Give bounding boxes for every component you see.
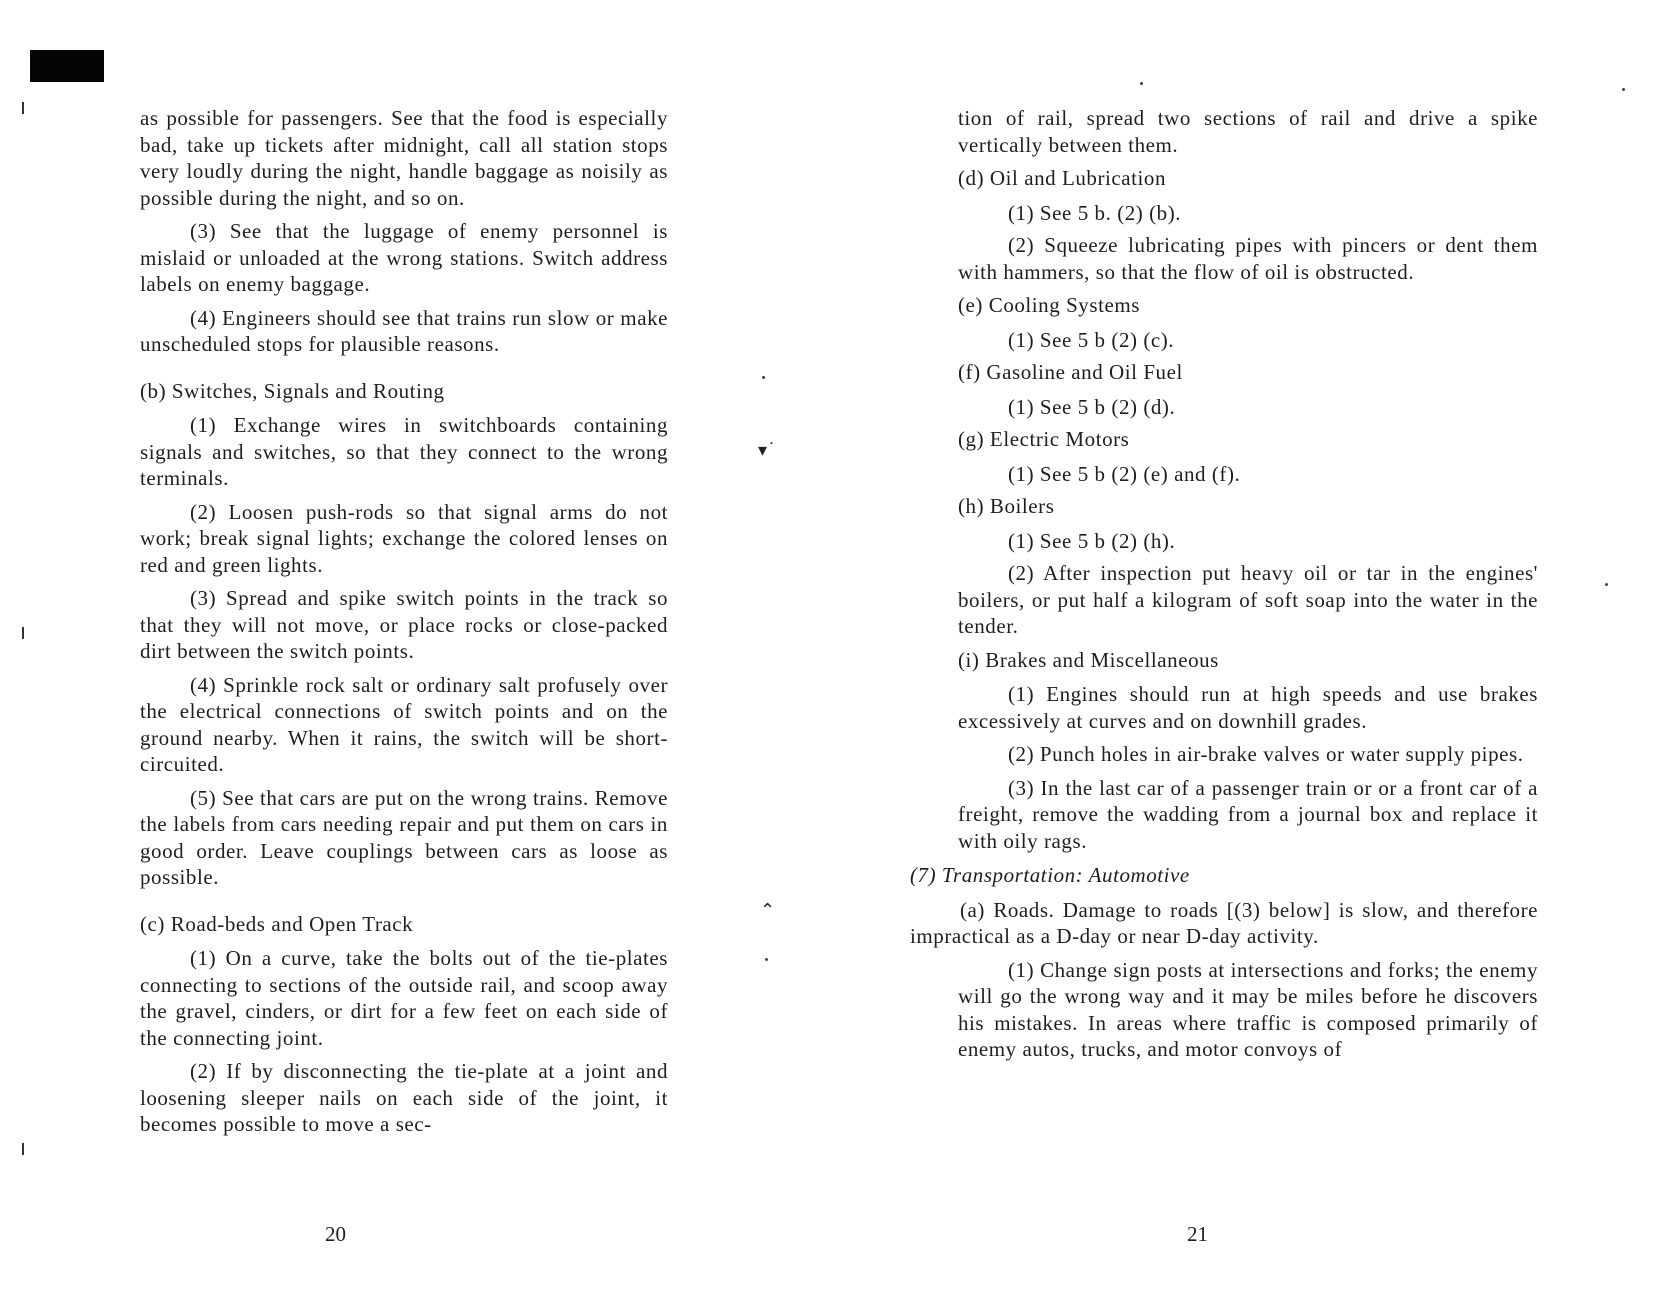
- page-number-left: 20: [325, 1222, 346, 1246]
- left-para-7: (3) Spread and spike switch points in the track so that they will not move, or place rocks or close-packed dirt between the switch points.: [140, 586, 668, 663]
- right-para-15: (1) Engines should run at high speeds and use brakes excessively at curves and on downhill grades.: [958, 682, 1538, 733]
- scan-speck: [762, 376, 765, 379]
- left-para-5: (1) Exchange wires in switchboards containing signals and switches, so that they connect to the wrong terminals.: [140, 413, 668, 490]
- heading-cooling-systems: (e) Cooling Systems: [958, 293, 1140, 317]
- scan-speck: [765, 958, 768, 961]
- left-page: [140, 105, 668, 1145]
- scan-speck: [22, 627, 24, 639]
- heading-boilers: (h) Boilers: [958, 494, 1055, 518]
- right-para-6: (1) See 5 b (2) (c).: [1008, 327, 1175, 352]
- heading-brakes-misc: (i) Brakes and Miscellaneous: [958, 647, 1219, 672]
- black-redaction-tab: [30, 50, 104, 82]
- page-number-right: 21: [1187, 1222, 1208, 1246]
- right-para-1: tion of rail, spread two sections of rail and drive a spike vertically between them.: [958, 106, 1538, 157]
- left-para-2: (3) See that the luggage of enemy personnel is mislaid or unloaded at the wrong stations. Switch address labels on enemy baggage.: [140, 219, 668, 296]
- right-para-19: (a) Roads. Damage to roads [(3) below] is slow, and therefore impractical as a D-day or near D-day activity.: [910, 897, 1538, 948]
- scan-speck: [22, 1143, 24, 1155]
- right-para-4: (2) Squeeze lubricating pipes with pincers or dent them with hammers, so that the flow of oil is obstructed.: [958, 233, 1538, 284]
- right-page: [910, 105, 1538, 1070]
- left-para-12: (2) If by disconnecting the tie-plate at a joint and loosening sleeper nails on each side of the joint, it becomes possible to move a sec-: [140, 1059, 668, 1136]
- left-para-6: (2) Loosen push-rods so that signal arms do not work; break signal lights; exchange the colored lenses on red and green lights.: [140, 499, 668, 577]
- heading-electric-motors: (g) Electric Motors: [958, 427, 1130, 451]
- scan-speck: [1140, 82, 1143, 85]
- heading-oil-lubrication: (d) Oil and Lubrication: [958, 166, 1167, 190]
- right-para-16: (2) Punch holes in air-brake valves or water supply pipes.: [1008, 742, 1524, 766]
- right-para-17: (3) In the last car of a passenger train or or a front car of a freight, remove the wadding from a journal box and replace it with oily rags.: [958, 775, 1538, 853]
- left-para-8: (4) Sprinkle rock salt or ordinary salt profusely over the electrical connections of switch points and on the ground nearby. When it rains, the switch will be short-circuited.: [140, 672, 668, 776]
- left-para-3: (4) Engineers should see that trains run slow or make unscheduled stops for plausible reasons.: [140, 305, 668, 356]
- scan-speck: [1622, 88, 1625, 91]
- gutter-scan-marks: [750, 440, 810, 960]
- right-para-12: (1) See 5 b (2) (h).: [1008, 528, 1176, 553]
- left-para-1: as possible for passengers. See that the food is especially bad, take up tickets after midnight, call all station stops very loudly during the night, handle baggage as noisily as possible during the night, and so on.: [140, 106, 668, 210]
- scan-speck: [1605, 583, 1608, 586]
- heading-gasoline-oil-fuel: (f) Gasoline and Oil Fuel: [958, 360, 1183, 384]
- scan-speck: [22, 102, 24, 114]
- right-para-8: (1) See 5 b (2) (d).: [1008, 394, 1176, 419]
- left-para-11: (1) On a curve, take the bolts out of the tie-plates connecting to sections of the outside rail, and scoop away the gravel, cinders, or dirt for a few feet on each side of the connecting joint.: [140, 946, 668, 1050]
- right-para-20: (1) Change sign posts at intersections and forks; the enemy will go the wrong way and it may be miles before he discovers his mistakes. In areas where traffic is composed primarily of enemy autos, trucks, and motor convoys of: [958, 957, 1538, 1061]
- heading-road-beds: (c) Road-beds and Open Track: [140, 911, 414, 936]
- right-para-3: (1) See 5 b. (2) (b).: [1008, 200, 1182, 225]
- section-heading-automotive: (7) Transportation: Automotive: [910, 863, 1190, 887]
- right-para-10: (1) See 5 b (2) (e) and (f).: [1008, 461, 1241, 486]
- scan-speck: ▾˙: [758, 440, 777, 461]
- heading-switches-signals: (b) Switches, Signals and Routing: [140, 378, 445, 403]
- left-para-9: (5) See that cars are put on the wrong trains. Remove the labels from cars needing repair and put them on cars in good order. Leave couplings between cars as loose as possible.: [140, 785, 668, 889]
- right-para-13: (2) After inspection put heavy oil or tar in the engines' boilers, or put half a kilogram of soft soap into the water in the tender.: [958, 561, 1538, 638]
- scan-speck: ⌃: [760, 900, 776, 921]
